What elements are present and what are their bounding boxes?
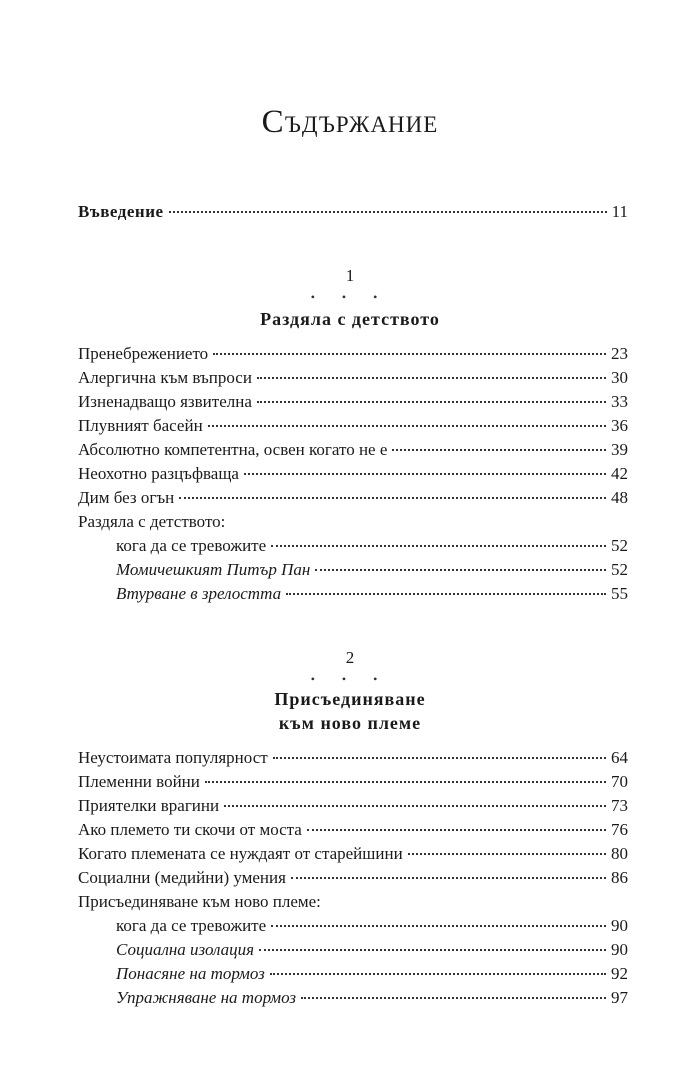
- entry-page: 76: [611, 820, 628, 839]
- entry-page: 73: [611, 796, 628, 815]
- toc-subentry[interactable]: [116, 583, 628, 605]
- toc-subentry[interactable]: [116, 963, 628, 985]
- part-number: 2: [345, 648, 355, 667]
- part-title-line1: Присъединяване: [274, 689, 426, 709]
- entry-page: 23: [611, 344, 628, 363]
- toc-entry[interactable]: [78, 843, 628, 865]
- toc-subentry[interactable]: [116, 915, 628, 937]
- entry-page: 30: [611, 368, 628, 387]
- entry-page: 11: [611, 202, 628, 221]
- toc-entry[interactable]: [78, 463, 628, 485]
- entry-label: кога да се тревожите: [116, 916, 267, 935]
- entry-page: 90: [611, 940, 628, 959]
- ornament: • • •: [310, 672, 390, 686]
- dot-leader: [270, 973, 606, 975]
- part-title-line2: към ново племе: [278, 713, 422, 733]
- dot-leader: [286, 593, 606, 595]
- dot-leader: [208, 425, 606, 427]
- toc-entry[interactable]: [78, 367, 628, 389]
- dot-leader: [291, 877, 606, 879]
- entry-page: 64: [611, 748, 628, 767]
- part-number: 1: [345, 266, 355, 285]
- dot-leader: [271, 925, 606, 927]
- dot-leader: [213, 353, 606, 355]
- toc-subentry[interactable]: [116, 987, 628, 1009]
- entry-label: Момичешкият Питър Пан: [116, 560, 311, 579]
- toc-entry[interactable]: [78, 747, 628, 769]
- entry-label: Алергична към въпроси: [78, 368, 252, 387]
- entry-page: 97: [611, 988, 628, 1007]
- toc-subentry[interactable]: [116, 535, 628, 557]
- dot-leader: [307, 829, 606, 831]
- toc-entry[interactable]: [78, 819, 628, 841]
- entry-label: Племенни войни: [78, 772, 200, 791]
- entry-page: 55: [611, 584, 628, 603]
- toc-subentry[interactable]: [116, 559, 628, 581]
- entry-label: Социална изолация: [116, 940, 255, 959]
- entry-label: Плувният басейн: [78, 416, 203, 435]
- dot-leader: [224, 805, 606, 807]
- toc-title: Съдържание: [261, 104, 439, 140]
- dot-leader: [205, 781, 606, 783]
- dot-leader: [273, 757, 606, 759]
- toc-entry[interactable]: [78, 343, 628, 365]
- entry-label: Неустоимата популярност: [78, 748, 268, 767]
- entry-page: 80: [611, 844, 628, 863]
- entry-page: 36: [611, 416, 628, 435]
- toc-entry[interactable]: [78, 867, 628, 889]
- entry-label: Социални (медийни) умения: [78, 868, 286, 887]
- entry-page: 48: [611, 488, 628, 507]
- entry-label: Ако племето ти скочи от моста: [78, 820, 302, 839]
- toc-entry[interactable]: [78, 415, 628, 437]
- entry-page: 86: [611, 868, 628, 887]
- entry-label: Въведение: [78, 202, 164, 221]
- worry-heading: Присъединяване към ново племе:: [78, 892, 321, 911]
- dot-leader: [315, 569, 606, 571]
- entry-page: 90: [611, 916, 628, 935]
- entry-label: Изненадващо язвителна: [78, 392, 252, 411]
- entry-label: Абсолютно компетентна, освен когато не е: [78, 440, 388, 459]
- entry-label: Приятелки врагини: [78, 796, 220, 815]
- entry-page: 42: [611, 464, 628, 483]
- toc-entry[interactable]: [78, 771, 628, 793]
- dot-leader: [179, 497, 606, 499]
- entry-label: Неохотно разцъфваща: [78, 464, 239, 483]
- toc-entry[interactable]: [78, 391, 628, 413]
- ornament: • • •: [310, 290, 390, 304]
- entry-label: Пренебрежението: [78, 344, 209, 363]
- dot-leader: [257, 377, 606, 379]
- toc-entry[interactable]: [78, 439, 628, 461]
- toc-entry[interactable]: [78, 795, 628, 817]
- entry-label: Дим без огън: [78, 488, 175, 507]
- dot-leader: [259, 949, 606, 951]
- toc-entry-intro[interactable]: [78, 201, 628, 223]
- toc-subentry[interactable]: [116, 939, 628, 961]
- dot-leader: [271, 545, 606, 547]
- part-title: Раздяла с детството: [260, 309, 440, 329]
- dot-leader: [392, 449, 606, 451]
- entry-page: 33: [611, 392, 628, 411]
- entry-label: Понасяне на тормоз: [116, 964, 265, 983]
- entry-label: Когато племената се нуждаят от старейшини: [78, 844, 403, 863]
- entry-label: кога да се тревожите: [116, 536, 267, 555]
- dot-leader: [301, 997, 606, 999]
- dot-leader: [244, 473, 606, 475]
- worry-heading: Раздяла с детството:: [78, 512, 226, 531]
- entry-page: 52: [611, 560, 628, 579]
- dot-leader: [257, 401, 606, 403]
- entry-label: Упражняване на тормоз: [116, 988, 296, 1007]
- entry-page: 52: [611, 536, 628, 555]
- entry-page: 70: [611, 772, 628, 791]
- dot-leader: [408, 853, 606, 855]
- entry-page: 92: [611, 964, 628, 983]
- dot-leader: [169, 211, 607, 213]
- entry-page: 39: [611, 440, 628, 459]
- entry-label: Втурване в зрелостта: [116, 584, 282, 603]
- toc-entry[interactable]: [78, 487, 628, 509]
